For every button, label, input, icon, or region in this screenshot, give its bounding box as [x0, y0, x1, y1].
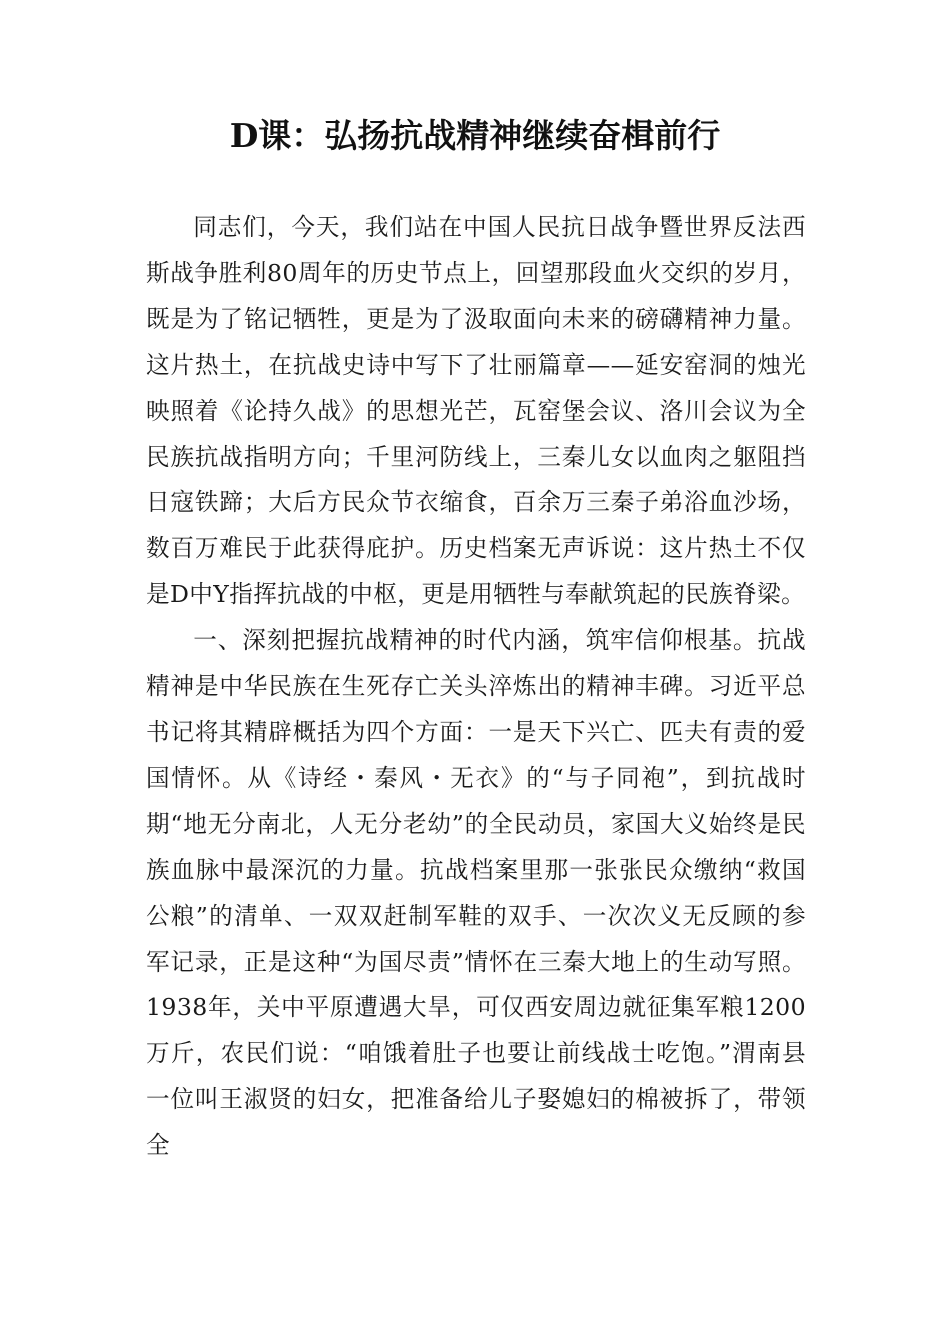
- document-title: D课：弘扬抗战精神继续奋楫前行: [229, 116, 721, 155]
- document-body: [146, 205, 806, 1169]
- paragraph-section-one: 一、深刻把握抗战精神的时代内涵，筑牢信仰根基。抗战精神是中华民族在生死存亡关头淬炼出的精神丰碑。习近平总书记将其精辟概括为四个方面：一是天下兴亡、匹夫有责的爱国情怀。从《诗经・秦风・无衣》的“与子同袍”，到抗战时期“地无分南北，人无分老幼”的全民动员，家国大义始终是民族血脉中最深沉的力量。抗战档案里那一张张民众缴纳“救国公粮”的清单、一双双赶制军鞋的双手、一次次义无反顾的参军记录，正是这种“为国尽责”情怀在三秦大地上的生动写照。1938年，关中平原遭遇大旱，可仅西安周边就征集军粮1200万斤，农民们说：“咱饿着肚子也要让前线战士吃饱。”渭南县一位叫王淑贤的妇女，把准备给儿子娶媳妇的棉被拆了，带领全: [146, 626, 806, 1160]
- paragraph-intro: 同志们，今天，我们站在中国人民抗日战争暨世界反法西斯战争胜利80周年的历史节点上，回望那段血火交织的岁月，既是为了铭记牺牲，更是为了汲取面向未来的磅礴精神力量。这片热土，在抗战史诗中写下了壮丽篇章——延安窑洞的烛光映照着《论持久战》的思想光芒，瓦窑堡会议、洛川会议为全民族抗战指明方向；千里河防线上，三秦儿女以血肉之躯阻挡日寇铁蹄；大后方民众节衣缩食，百余万三秦子弟浴血沙场，数百万难民于此获得庇护。历史档案无声诉说：这片热土不仅是D中Y指挥抗战的中枢，更是用牺牲与奉献筑起的民族脊梁。: [146, 213, 806, 609]
